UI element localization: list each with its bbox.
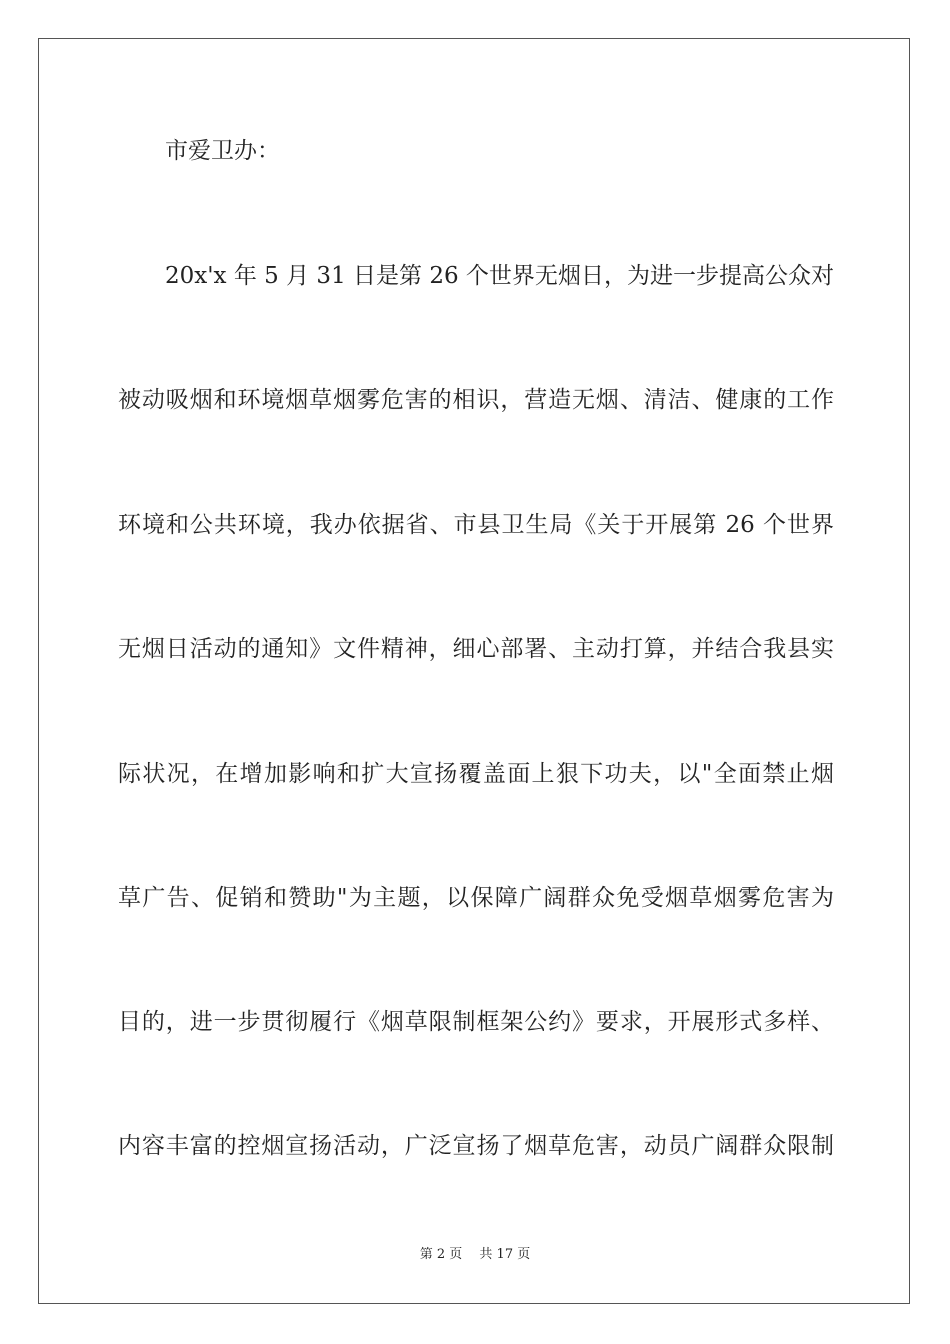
body-text-line-3: 环境和公共环境，我办依据省、市县卫生局《关于开展第 26 个世界 [118, 512, 834, 538]
salutation-line: 市爱卫办： [165, 138, 280, 164]
body-text-line-6: 草广告、促销和赞助"为主题，以保障广阔群众免受烟草烟雾危害为 [118, 885, 834, 911]
page-number-footer: 第 2 页 共 17 页 [419, 1247, 531, 1262]
body-text-line-1: 20x'x 年 5 月 31 日是第 26 个世界无烟日，为进一步提高公众对 [165, 263, 834, 289]
body-text-line-5: 际状况，在增加影响和扩大宣扬覆盖面上狠下功夫，以"全面禁止烟 [118, 761, 834, 787]
body-text-line-4: 无烟日活动的通知》文件精神，细心部署、主动打算，并结合我县实 [118, 636, 834, 662]
page-border [38, 38, 910, 1304]
body-text-line-2: 被动吸烟和环境烟草烟雾危害的相识，营造无烟、清洁、健康的工作 [118, 387, 834, 413]
body-text-line-7: 目的，进一步贯彻履行《烟草限制框架公约》要求，开展形式多样、 [118, 1009, 834, 1035]
body-text-line-8: 内容丰富的控烟宣扬活动，广泛宣扬了烟草危害，动员广阔群众限制 [118, 1133, 834, 1159]
